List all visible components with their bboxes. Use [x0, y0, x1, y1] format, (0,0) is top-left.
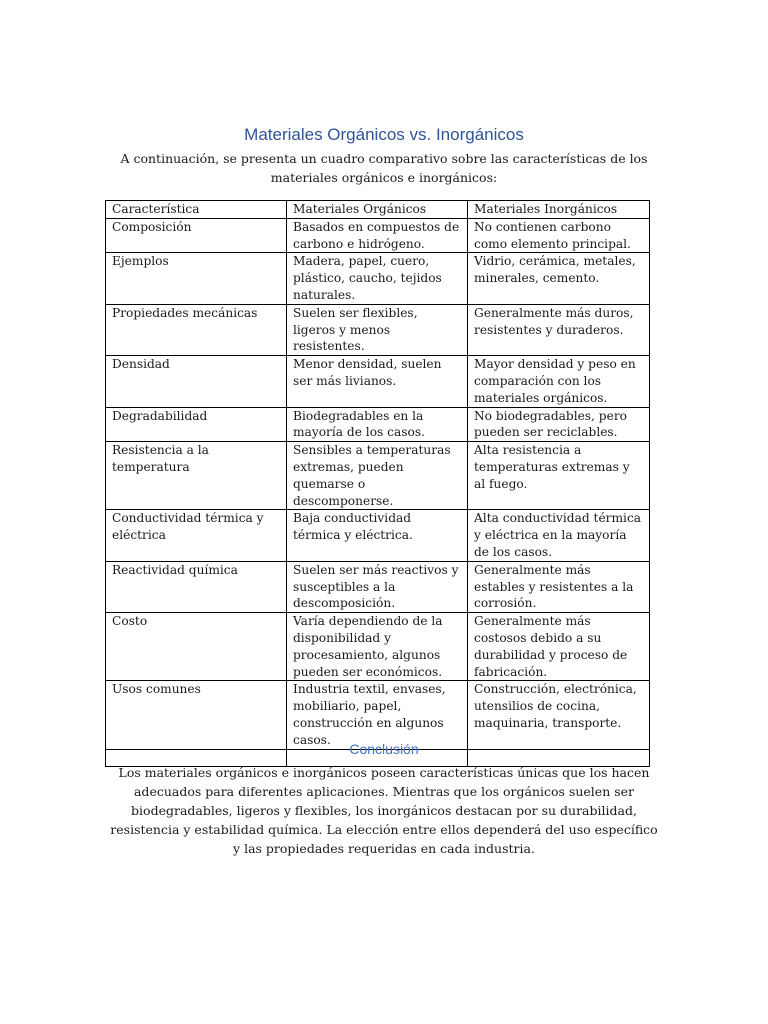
table-row: [106, 253, 650, 304]
table-cell: Basados en compuestos de carbono e hidrógeno.: [287, 218, 468, 253]
table-cell: Baja conductividad térmica y eléctrica.: [287, 510, 468, 561]
table-row: [106, 613, 650, 681]
table-cell: Construcción, electrónica, utensilios de cocina, maquinaria, transporte.: [468, 681, 650, 749]
table-cell: Resistencia a la temperatura: [106, 442, 287, 510]
table-row: [106, 356, 650, 407]
conclusion-heading: Conclusión: [349, 741, 419, 757]
table-header-cell: Característica: [106, 201, 287, 219]
table-cell: No contienen carbono como elemento principal.: [468, 218, 650, 253]
table-row: [106, 407, 650, 442]
table-cell: Vidrio, cerámica, metales, minerales, cemento.: [468, 253, 650, 304]
table-cell: Industria textil, envases, mobiliario, papel, construcción en algunos casos.: [287, 681, 468, 749]
table-cell: Alta conductividad térmica y eléctrica en la mayoría de los casos.: [468, 510, 650, 561]
table-cell: Sensibles a temperaturas extremas, pueden quemarse o descomponerse.: [287, 442, 468, 510]
table-cell: Ejemplos: [106, 253, 287, 304]
table-cell: Conductividad térmica y eléctrica: [106, 510, 287, 561]
table-cell: Usos comunes: [106, 681, 287, 749]
table-cell: Suelen ser flexibles, ligeros y menos resistentes.: [287, 304, 468, 355]
table-cell: Varía dependiendo de la disponibilidad y procesamiento, algunos pueden ser económicos.: [287, 613, 468, 681]
table-cell: Generalmente más estables y resistentes a la corrosión.: [468, 561, 650, 612]
comparison-table: [105, 200, 650, 767]
table-cell: Degradabilidad: [106, 407, 287, 442]
table-row: [106, 442, 650, 510]
document-title: Materiales Orgánicos vs. Inorgánicos: [244, 125, 524, 144]
table-row: [106, 304, 650, 355]
table-header-row: [106, 201, 650, 219]
table-cell: Mayor densidad y peso en comparación con los materiales orgánicos.: [468, 356, 650, 407]
table-cell: Generalmente más costosos debido a su durabilidad y proceso de fabricación.: [468, 613, 650, 681]
table-cell: Alta resistencia a temperaturas extremas y al fuego.: [468, 442, 650, 510]
table-cell: Composición: [106, 218, 287, 253]
table-row: [106, 510, 650, 561]
table-cell: Generalmente más duros, resistentes y duraderos.: [468, 304, 650, 355]
table-header-cell: Materiales Inorgánicos: [468, 201, 650, 219]
table-header-cell: Materiales Orgánicos: [287, 201, 468, 219]
table-cell: Costo: [106, 613, 287, 681]
table-cell: Madera, papel, cuero, plástico, caucho, tejidos naturales.: [287, 253, 468, 304]
table-row: [106, 218, 650, 253]
table-row: [106, 561, 650, 612]
conclusion-paragraph: Los materiales orgánicos e inorgánicos poseen características únicas que los hacen adecuados para diferentes aplicaciones. Mientras que los orgánicos suelen ser biodegradables, ligeros y flexibles, los inorgánicos destacan por su durabilidad, resistencia y estabilidad química. La elección entre ellos dependerá del uso específico y las propiedades requeridas en cada industria.: [110, 765, 658, 856]
table-cell: Propiedades mecánicas: [106, 304, 287, 355]
table-cell: Densidad: [106, 356, 287, 407]
table-cell: No biodegradables, pero pueden ser reciclables.: [468, 407, 650, 442]
table-cell: Suelen ser más reactivos y susceptibles a la descomposición.: [287, 561, 468, 612]
intro-paragraph: A continuación, se presenta un cuadro comparativo sobre las características de los materiales orgánicos e inorgánicos:: [120, 151, 648, 185]
table-cell: Menor densidad, suelen ser más livianos.: [287, 356, 468, 407]
table-cell: Reactividad química: [106, 561, 287, 612]
table-cell: Biodegradables en la mayoría de los casos.: [287, 407, 468, 442]
